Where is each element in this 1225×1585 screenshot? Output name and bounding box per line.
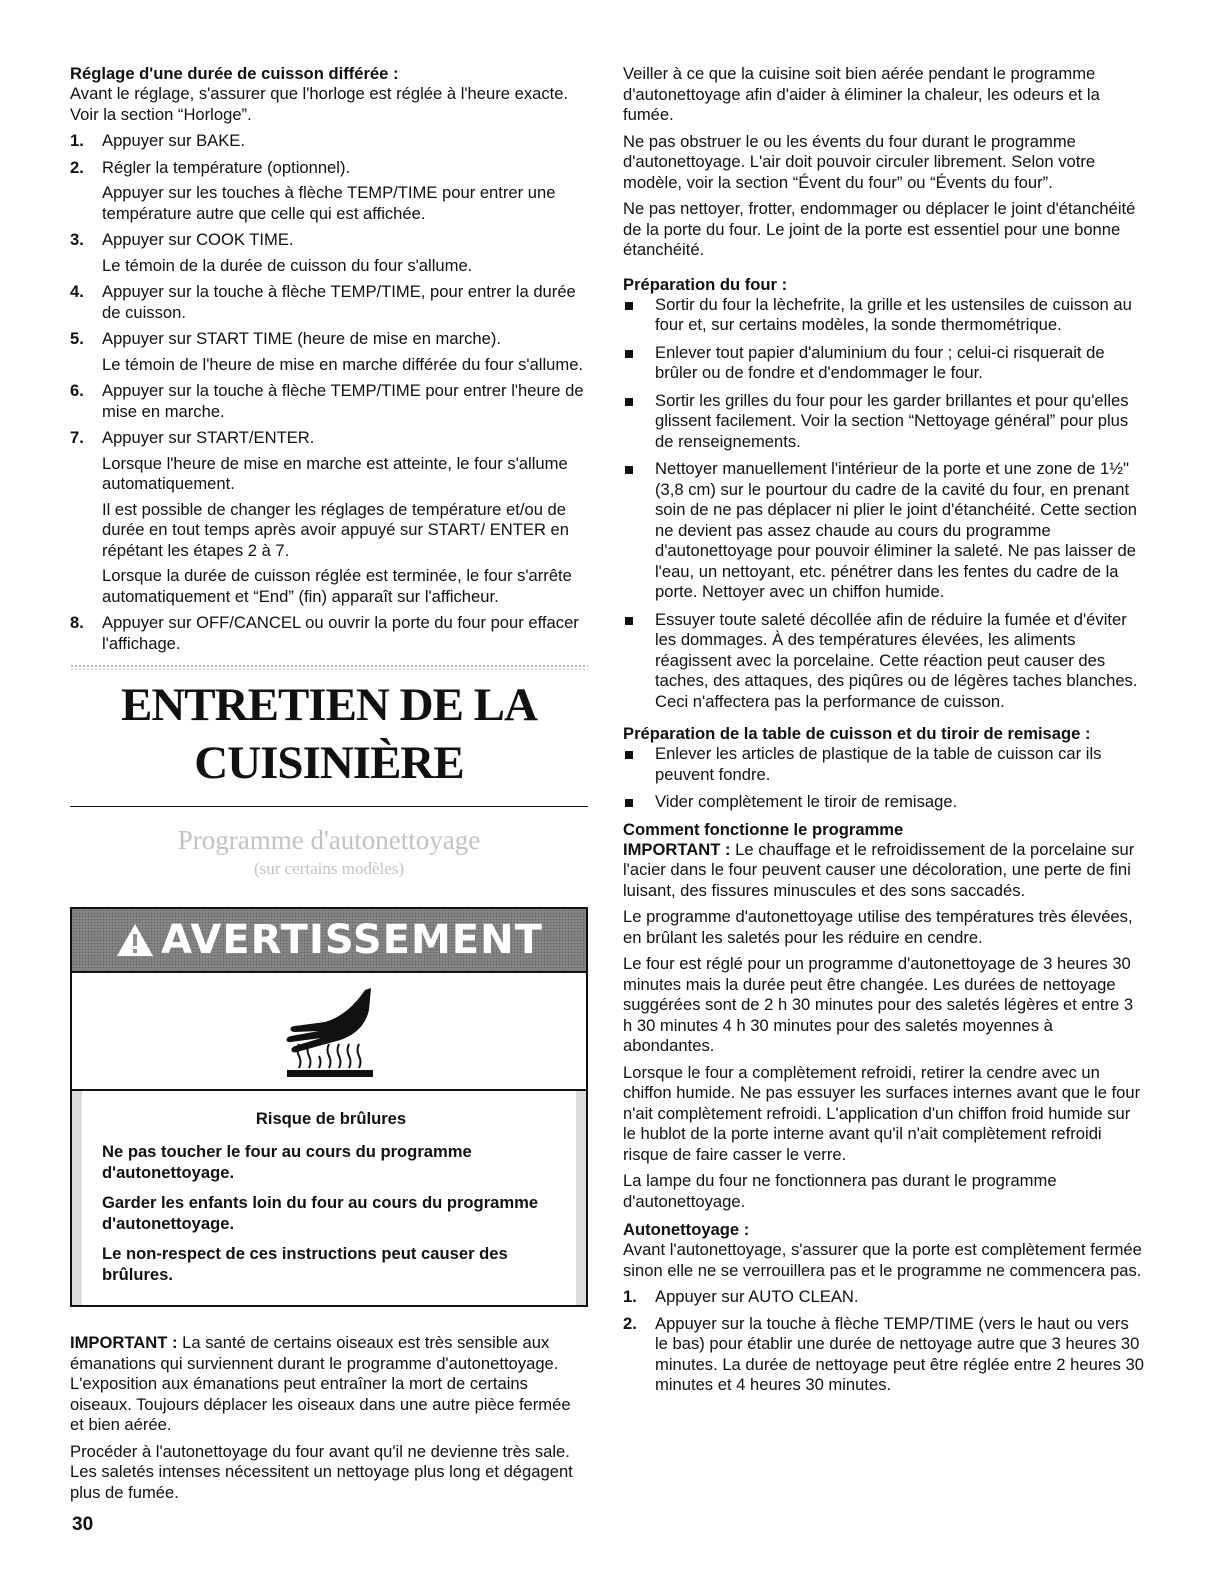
- step-item: [70, 158, 588, 225]
- bullet-square-icon: [625, 799, 633, 807]
- right-column: [623, 64, 1145, 1402]
- bullet-item: [623, 792, 1145, 813]
- step-item: [70, 230, 588, 276]
- how-paragraph: Le four est réglé pour un programme d'autonettoyage de 3 heures 30 minutes mais la durée peut être changée. Les durées de nettoyage suggérées sont de 2 h 30 minutes pour des saletés légères et entre 3 h 30 minutes 4 h 30 minutes pour des saletés moyennes à abondantes.: [623, 954, 1134, 1055]
- bullet-square-icon: [625, 466, 633, 474]
- dotted-divider: [70, 664, 588, 670]
- maintenance-title: ENTRETIEN DE LA CUISINIÈRE: [121, 679, 537, 789]
- self-clean-title: Programme d'autonettoyage: [177, 825, 481, 855]
- warning-body: [72, 1091, 586, 1305]
- risk-title: Risque de brûlures: [255, 1109, 407, 1128]
- step-text: Régler la température (optionnel).: [102, 157, 351, 177]
- important-text: Le chauffage et le refroidissement de la porcelaine sur l'acier dans le four peuvent causer une décoloration, une perte de fini luisant, des fissures minuscules et des sons saccadés.: [623, 839, 1135, 900]
- bullet-item: [623, 295, 1145, 336]
- step-item: [623, 1287, 1145, 1308]
- porcelain-important-paragraph: [623, 840, 1145, 902]
- how-it-works-heading: Comment fonctionne le programme: [623, 819, 904, 839]
- step-number: 3.: [70, 230, 84, 249]
- step-note: Le témoin de la durée de cuisson du four s'allume.: [102, 255, 473, 275]
- important-label: IMPORTANT :: [70, 1333, 178, 1352]
- step-number: 5.: [70, 329, 84, 348]
- step-text: Appuyer sur COOK TIME.: [102, 230, 294, 249]
- bullet-text: Enlever les articles de plastique de la table de cuisson car ils peuvent fondre.: [655, 744, 1102, 784]
- bullet-item: [623, 343, 1145, 384]
- step-number: 8.: [70, 613, 84, 632]
- step-item: [70, 613, 588, 654]
- important-text: La santé de certains oiseaux est très sensible aux émanations qui surviennent durant le programme d'autonettoyage. L'exposition aux émanations peut entraîner la mort de certains oiseaux. Toujours déplacer les oiseaux dans une autre pièce fermée et bien aérée.: [70, 1333, 571, 1434]
- step-item: [70, 329, 588, 375]
- warning-box: [70, 907, 588, 1307]
- bullet-item: [623, 391, 1145, 453]
- step-item: [70, 282, 588, 323]
- bullet-square-icon: [625, 617, 633, 625]
- how-paragraph: Le programme d'autonettoyage utilise des températures très élevées, en brûlant les saletés pour les réduire en cendre.: [623, 907, 1133, 947]
- step-item: [623, 1314, 1145, 1396]
- seal-paragraph: Ne pas nettoyer, frotter, endommager ou déplacer le joint d'étanchéité de la porte du four. Le joint de la porte est essentiel pour une bonne étanchéité.: [623, 199, 1136, 259]
- step-number: 2.: [623, 1313, 637, 1333]
- delayed-cook-intro: Avant le réglage, s'assurer que l'horloge est réglée à l'heure exacte. Voir la section “Horloge”.: [70, 84, 569, 124]
- step-number: 6.: [70, 381, 84, 400]
- warning-header: [72, 909, 586, 971]
- step-number: 1.: [623, 1287, 637, 1306]
- ventilation-paragraph: Veiller à ce que la cuisine soit bien aérée pendant le programme d'autonettoyage afin d'aider à éliminer la chaleur, les odeurs et la fumée.: [623, 64, 1100, 124]
- step-text: Appuyer sur la touche à flèche TEMP/TIME, pour entrer la durée de cuisson.: [102, 282, 576, 322]
- left-column: [70, 64, 588, 1503]
- delayed-cook-heading: Réglage d'une durée de cuisson différée :: [70, 64, 399, 83]
- prep-cooktop-list: [623, 744, 1145, 813]
- warning-line: Ne pas toucher le four au cours du programme d'autonettoyage.: [102, 1142, 472, 1182]
- step-text: Appuyer sur OFF/CANCEL ou ouvrir la porte du four pour effacer l'affichage.: [102, 613, 579, 653]
- bullet-text: Nettoyer manuellement l'intérieur de la porte et une zone de 1½" (3,8 cm) sur le pourtour du cadre de la cavité du four, en prenant soin de ne pas déplacer ni plier le joint d'étanchéité. Cette section ne devient pas assez chaude au cours du programme d'autonettoyage pour pouvoir éliminer la saleté. Ne pas laisser de l'eau, un nettoyant, etc. pénétrer dans les fentes du cadre de la porte. Nettoyer avec un chiffon humide.: [655, 459, 1137, 601]
- hot-surface-hand-icon: [269, 984, 389, 1079]
- step-item: [70, 131, 588, 152]
- bullet-item: [623, 610, 1145, 713]
- autoclean-steps: [623, 1287, 1145, 1396]
- bullet-square-icon: [625, 350, 633, 358]
- proceed-paragraph: Procéder à l'autonettoyage du four avant qu'il ne devienne très sale. Les saletés intenses nécessitent un nettoyage plus long et dégagent plus de fumée.: [70, 1441, 573, 1502]
- step-text: Appuyer sur START/ENTER.: [102, 428, 315, 447]
- how-paragraph: Lorsque le four a complètement refroidi, retirer la cendre avec un chiffon humide. Ne pas essuyer les surfaces internes avant que le four n'ait complètement refroidi. L'application d'un chiffon froid humide sur le hublot de la porte interne avant qu'il n'ait complètement refroidi risque de faire casser le verre.: [623, 1062, 1141, 1164]
- burn-hazard-area: [72, 971, 586, 1091]
- step-note: Le témoin de l'heure de mise en marche différée du four s'allume.: [102, 354, 584, 374]
- step-text: Appuyer sur AUTO CLEAN.: [655, 1287, 859, 1306]
- step-text: Appuyer sur BAKE.: [102, 131, 245, 150]
- bullet-text: Vider complètement le tiroir de remisage.: [655, 792, 958, 811]
- step-text: Appuyer sur la touche à flèche TEMP/TIME pour entrer l'heure de mise en marche.: [102, 381, 584, 421]
- step-number: 2.: [70, 157, 84, 177]
- vents-paragraph: Ne pas obstruer le ou les évents du four durant le programme d'autonettoyage. L'air doit pouvoir circuler librement. Selon votre modèle, voir la section “Évent du four” ou “Évents du four”.: [623, 131, 1096, 192]
- warning-triangle-icon: [115, 922, 155, 958]
- prep-oven-heading: Préparation du four :: [623, 274, 788, 294]
- step-text: Appuyer sur la touche à flèche TEMP/TIME (vers le haut ou vers le bas) pour établir une durée de nettoyage autre que 3 heures 30 minutes. La durée de nettoyage peut être réglée entre 2 heures 30 minutes et 4 heures 30 minutes.: [655, 1313, 1144, 1394]
- step-number: 1.: [70, 131, 84, 150]
- bullet-text: Essuyer toute saleté décollée afin de réduire la fumée et d'éviter les dommages. À des températures élevées, les aliments réagissent avec la porcelaine. Cette réaction peut causer des taches, des attaques, des piqûres ou de légères taches blanches. Ceci n'affectera pas la performance de cuisson.: [655, 609, 1138, 711]
- prep-cooktop-heading: Préparation de la table de cuisson et du tiroir de remisage :: [623, 724, 1091, 743]
- step-note: Lorsque la durée de cuisson réglée est terminée, le four s'arrête automatiquement et “End” (fin) apparaît sur l'afficheur.: [102, 566, 572, 606]
- page-number: 30: [72, 1514, 94, 1535]
- step-text: Appuyer sur START TIME (heure de mise en marche).: [102, 329, 502, 348]
- warning-title: AVERTISSEMENT: [161, 917, 543, 963]
- bullet-text: Sortir du four la lèchefrite, la grille et les ustensiles de cuisson au four et, sur certains modèles, la sonde thermométrique.: [655, 294, 1132, 334]
- bullet-text: Sortir les grilles du four pour les garder brillantes et pour qu'elles glissent facilement. Voir la section “Nettoyage général” pour plus de renseignements.: [655, 390, 1129, 451]
- bullet-square-icon: [625, 302, 633, 310]
- step-item: [70, 428, 588, 607]
- important-label: IMPORTANT :: [623, 839, 731, 859]
- delayed-cook-steps: [70, 131, 588, 654]
- how-paragraph: La lampe du four ne fonctionnera pas durant le programme d'autonettoyage.: [623, 1171, 1057, 1211]
- step-note: Il est possible de changer les réglages de température et/ou de durée en tout temps après avoir appuyé sur START/ ENTER en répétant les étapes 2 à 7.: [102, 499, 569, 560]
- self-clean-subtitle: (sur certains modèles): [253, 859, 405, 878]
- bullet-text: Enlever tout papier d'aluminium du four ; celui-ci risquerait de brûler ou de fondre et d'endommager le four.: [655, 342, 1105, 382]
- bullet-square-icon: [625, 398, 633, 406]
- prep-oven-list: [623, 295, 1145, 713]
- step-note: Lorsque l'heure de mise en marche est atteinte, le four s'allume automatiquement.: [102, 453, 568, 493]
- step-number: 7.: [70, 428, 84, 447]
- warning-line: Le non-respect de ces instructions peut causer des brûlures.: [102, 1244, 508, 1284]
- step-item: [70, 381, 588, 422]
- bullet-item: [623, 744, 1145, 785]
- warning-line: Garder les enfants loin du four au cours du programme d'autonettoyage.: [102, 1193, 539, 1233]
- bullet-square-icon: [625, 751, 633, 759]
- title-rule: [70, 806, 588, 807]
- bullet-item: [623, 459, 1145, 603]
- autoclean-heading: Autonettoyage :: [623, 1220, 750, 1239]
- autoclean-intro: Avant l'autonettoyage, s'assurer que la porte est complètement fermée sinon elle ne se verrouillera pas et le programme ne commencera pas.: [623, 1240, 1142, 1280]
- step-note: Appuyer sur les touches à flèche TEMP/TIME pour entrer une température autre que celle qui est affichée.: [102, 183, 556, 223]
- step-number: 4.: [70, 282, 84, 301]
- birds-important-paragraph: [70, 1333, 588, 1436]
